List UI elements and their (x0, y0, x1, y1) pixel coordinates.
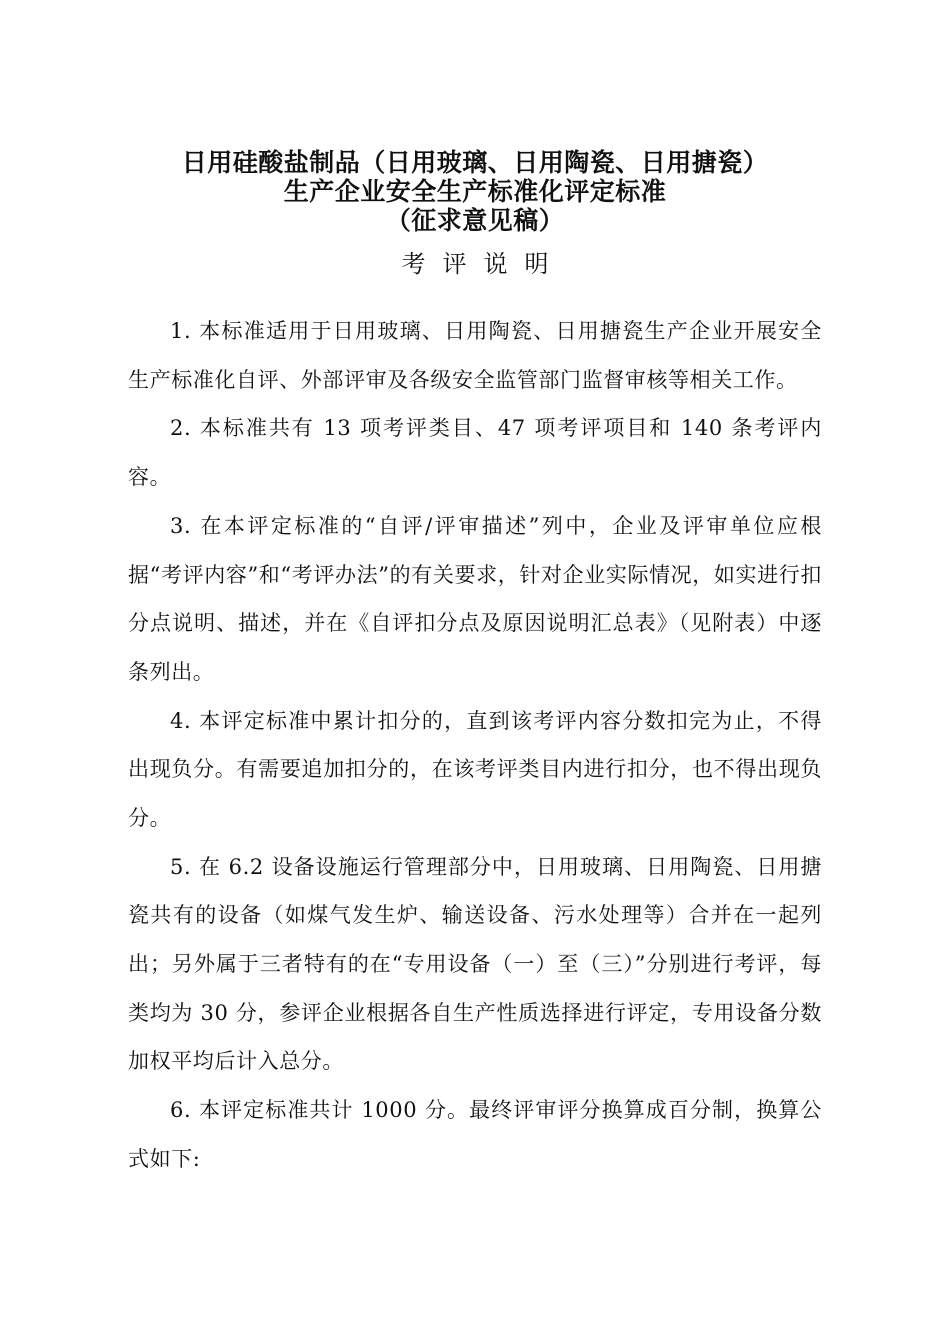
paragraph-1: 1. 本标准适用于日用玻璃、日用陶瓷、日用搪瓷生产企业开展安全生产标准化自评、外部评审及各级安全监管部门监督审核等相关工作。 (128, 319, 822, 392)
document-title (128, 148, 822, 235)
title-line-1: 日用硅酸盐制品（日用玻璃、日用陶瓷、日用搪瓷） (181, 148, 769, 177)
title-line-2: 生产企业安全生产标准化评定标准 (283, 177, 667, 206)
paragraph-4: 4. 本评定标准中累计扣分的，直到该考评内容分数扣完为止，不得出现负分。有需要追加扣分的，在该考评类目内进行扣分，也不得出现负分。 (128, 708, 822, 830)
paragraph-5: 5. 在 6.2 设备设施运行管理部分中，日用玻璃、日用陶瓷、日用搪瓷共有的设备（如煤气发生炉、输送设备、污水处理等）合并在一起列出；另外属于三者特有的在“专用设备（一）至（三）”分别进行考评，每类均为 30 分，参评企业根据各自生产性质选择进行评定，专用设备分数加权平均后计入总分。 (128, 854, 822, 1074)
document-body (128, 307, 822, 1183)
paragraph-2: 2. 本标准共有 13 项考评类目、47 项考评项目和 140 条考评内容。 (128, 416, 822, 490)
paragraph-6: 6. 本评定标准共计 1000 分。最终评审评分换算成百分制，换算公式如下: (128, 1097, 822, 1171)
paragraph-3: 3. 在本评定标准的“自评/评审描述”列中，企业及评审单位应根据“考评内容”和“考评办法”的有关要求，针对企业实际情况，如实进行扣分点说明、描述，并在《自评扣分点及原因说明汇总表》（见附表）中逐条列出。 (128, 513, 822, 684)
section-heading: 考评说明 (401, 250, 566, 278)
title-line-3: （征求意见稿） (385, 206, 565, 235)
